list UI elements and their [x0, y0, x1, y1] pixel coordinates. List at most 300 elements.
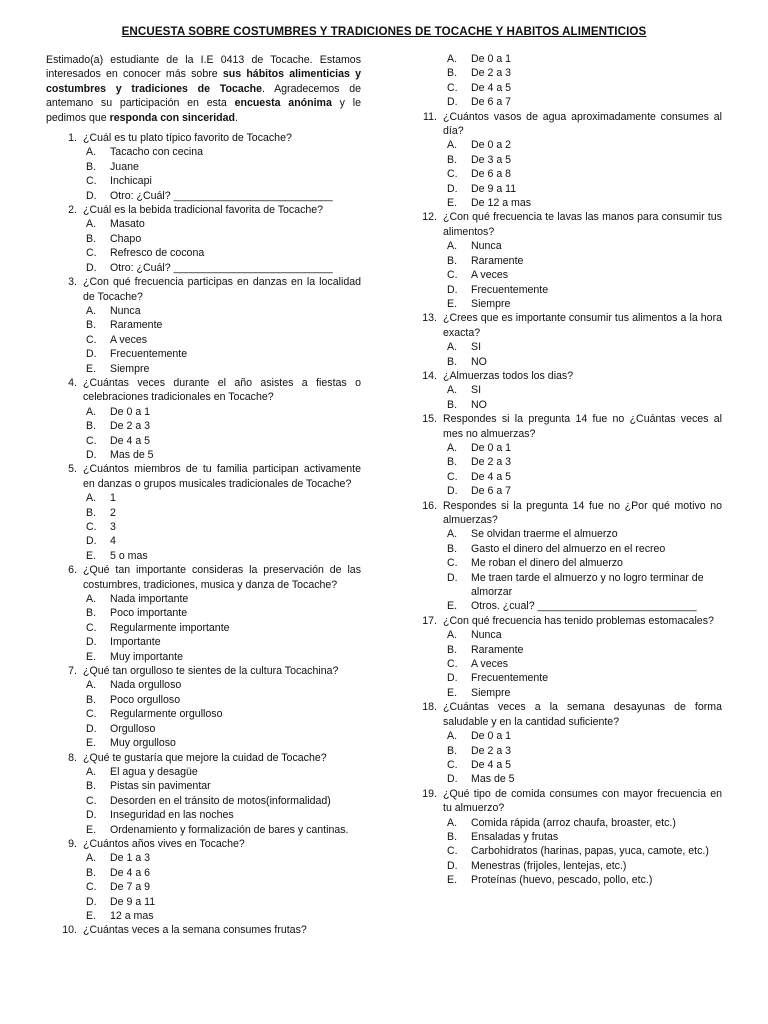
question-row: [46, 376, 361, 405]
question-list-left: [46, 131, 361, 938]
survey-question: [414, 700, 722, 786]
option-text: De 4 a 5: [110, 434, 151, 447]
question-row: [46, 462, 361, 491]
option-text: Desorden en el tránsito de motos(informalidad): [110, 794, 331, 807]
option-text: Pistas sin pavimentar: [110, 780, 211, 793]
option-text: De 6 a 7: [471, 96, 512, 109]
survey-question: [46, 923, 361, 937]
question-row: [46, 751, 361, 765]
option-letter: B.: [86, 319, 97, 332]
intro-text: y le pedimos que: [46, 97, 362, 124]
option-text: 2: [110, 506, 116, 519]
question-text: ¿Cuántas veces a la semana consumes frutas?: [83, 924, 307, 937]
answer-option: [414, 441, 722, 455]
question-text: ¿Cuántas veces a la semana desayunas de forma saludable y en la cantidad suficiente?: [443, 701, 722, 728]
option-letter: D.: [86, 189, 97, 202]
option-letter: C.: [447, 168, 458, 181]
option-letter: A.: [447, 629, 458, 642]
survey-question: [414, 311, 722, 369]
option-letter: A.: [447, 139, 458, 152]
answer-option: [46, 592, 361, 606]
option-letter: A.: [447, 384, 458, 397]
answer-option: [414, 167, 722, 181]
option-text: Frecuentemente: [471, 283, 549, 296]
option-text: 5 o mas: [110, 549, 148, 562]
option-text: SI: [471, 341, 482, 354]
answer-option: [46, 866, 361, 880]
answer-option: [46, 261, 361, 275]
answer-option: [46, 736, 361, 750]
option-text: Poco importante: [110, 607, 188, 620]
survey-question: [414, 210, 722, 311]
question-text: ¿Cuántos vasos de agua aproximadamente consumes al día?: [443, 110, 722, 138]
option-text: Raramente: [471, 643, 524, 656]
option-letter: D.: [447, 96, 458, 109]
option-text: Masato: [110, 218, 145, 231]
option-letter: D.: [447, 283, 458, 296]
answer-option: [414, 873, 722, 887]
option-letter: D.: [86, 636, 97, 649]
option-letter: C.: [447, 658, 458, 671]
question-number: 1.: [68, 132, 77, 145]
option-letter: C.: [86, 247, 97, 260]
option-letter: B.: [447, 643, 458, 656]
question-number: 12.: [422, 211, 437, 224]
option-letter: D.: [86, 895, 97, 908]
option-letter: B.: [447, 254, 458, 267]
option-letter: D.: [447, 571, 458, 584]
intro-text: .: [235, 111, 238, 124]
question-row: [46, 837, 361, 851]
option-text: Orgulloso: [110, 722, 156, 735]
option-text: De 3 a 5: [471, 153, 512, 166]
option-text: De 9 a 11: [110, 895, 156, 908]
question-10-options-continued: [414, 52, 722, 110]
answer-option: [414, 398, 722, 412]
question-row: [46, 203, 361, 217]
question-text: ¿Qué tan importante consideras la preservación de las costumbres, tradiciones, musica y danza de Tocache?: [83, 564, 361, 591]
option-letter: B.: [86, 232, 97, 245]
question-row: [46, 275, 361, 304]
option-letter: E.: [86, 823, 97, 836]
option-text: El agua y desagüe: [110, 765, 198, 778]
question-text: Respondes si la pregunta 14 fue no ¿Por qué motivo no almuerzas?: [443, 499, 722, 526]
answer-option: [46, 246, 361, 260]
answer-option: [46, 217, 361, 231]
answer-option: [414, 542, 722, 556]
option-letter: B.: [447, 456, 458, 469]
option-letter: A.: [86, 593, 97, 606]
option-letter: C.: [447, 269, 458, 282]
answer-option: [46, 722, 361, 736]
option-text: De 2 a 3: [471, 744, 512, 757]
answer-option: [414, 196, 722, 210]
question-text: ¿Con qué frecuencia has tenido problemas estomacales?: [443, 614, 714, 627]
option-letter: D.: [86, 809, 97, 822]
option-text: 12 a mas: [110, 909, 154, 922]
survey-question: [414, 614, 722, 700]
option-text: Muy importante: [110, 650, 184, 663]
answer-option: [414, 772, 722, 786]
option-text: Nunca: [471, 240, 502, 253]
question-number: 3.: [68, 276, 77, 289]
question-row: [414, 412, 722, 441]
question-text: ¿Con qué frecuencia participas en danzas en la localidad de Tocache?: [83, 276, 361, 303]
answer-option: [414, 816, 722, 830]
survey-question: [414, 499, 722, 614]
option-letter: A.: [447, 528, 458, 541]
option-letter: D.: [447, 182, 458, 195]
option-text: Nada orgulloso: [110, 679, 182, 692]
answer-option: [46, 707, 361, 721]
option-letter: A.: [86, 146, 97, 159]
option-letter: E.: [447, 686, 458, 699]
option-letter: A.: [447, 53, 458, 65]
option-letter: B.: [86, 693, 97, 706]
option-text: Ordenamiento y formalización de bares y cantinas.: [110, 823, 349, 836]
option-text: Inseguridad en las noches: [110, 809, 234, 822]
option-letter: D.: [447, 773, 458, 786]
option-text: De 12 a mas: [471, 197, 532, 210]
question-text: ¿Cuántos años vives en Tocache?: [83, 837, 245, 850]
answer-option: [46, 851, 361, 865]
intro-paragraph: [46, 53, 361, 125]
answer-option: [414, 859, 722, 873]
option-text: Siempre: [471, 297, 511, 310]
option-text: Comida rápida (arroz chaufa, broaster, etc.): [471, 816, 676, 829]
option-letter: C.: [86, 708, 97, 721]
option-letter: B.: [86, 160, 97, 173]
option-letter: E.: [86, 362, 97, 375]
intro-bold: sus hábitos alimenticias y costumbres y tradiciones de Tocache: [46, 68, 361, 95]
question-number: 11.: [423, 110, 437, 123]
answer-option: [414, 95, 722, 109]
question-number: 17.: [422, 614, 437, 627]
question-row: [414, 700, 722, 729]
option-letter: C.: [447, 758, 458, 771]
option-letter: A.: [447, 730, 458, 743]
answer-option: [46, 621, 361, 635]
option-letter: B.: [86, 506, 97, 519]
option-letter: B.: [447, 355, 458, 368]
answer-option: [414, 340, 722, 354]
option-text: Muy orgulloso: [110, 737, 176, 750]
option-text: De 0 a 1: [471, 730, 512, 743]
option-letter: C.: [447, 470, 458, 483]
option-letter: C.: [86, 794, 97, 807]
question-row: [414, 614, 722, 628]
answer-option: [414, 571, 722, 600]
answer-option: [414, 830, 722, 844]
option-letter: E.: [447, 297, 458, 310]
option-text: Mas de 5: [471, 773, 515, 786]
option-text: Raramente: [110, 319, 163, 332]
intro-bold: responda con sinceridad: [109, 111, 236, 124]
answer-option: [46, 232, 361, 246]
answer-option: [46, 909, 361, 923]
option-letter: A.: [86, 852, 97, 865]
option-text: A veces: [110, 333, 148, 346]
answer-option: [414, 52, 722, 66]
question-row: [414, 499, 722, 528]
question-row: [414, 110, 722, 139]
option-letter: C.: [86, 521, 97, 533]
option-text: De 2 a 3: [471, 67, 512, 80]
option-letter: E.: [86, 909, 97, 922]
answer-option: [414, 470, 722, 484]
survey-question: [414, 369, 722, 412]
answer-option: [46, 779, 361, 793]
question-row: [46, 923, 361, 937]
question-number: 15.: [422, 413, 437, 426]
option-letter: A.: [86, 405, 97, 418]
answer-option: [414, 686, 722, 700]
question-number: 19.: [422, 787, 437, 800]
option-text: Me roban el dinero del almuerzo: [471, 557, 623, 570]
option-text: Siempre: [110, 362, 150, 375]
answer-option: [46, 808, 361, 822]
answer-option: [414, 355, 722, 369]
option-letter: E.: [86, 737, 97, 750]
question-number: 18.: [422, 701, 437, 714]
option-letter: A.: [447, 441, 458, 454]
survey-question: [46, 837, 361, 923]
answer-option: [46, 448, 361, 462]
option-letter: C.: [86, 621, 97, 634]
answer-option: [46, 650, 361, 664]
survey-question: [46, 751, 361, 837]
option-letter: D.: [86, 535, 97, 548]
question-number: 4.: [68, 376, 77, 389]
left-column: [46, 53, 361, 938]
option-letter: C.: [447, 557, 458, 570]
survey-question: [414, 110, 722, 211]
survey-question: [46, 563, 361, 664]
question-number: 7.: [68, 665, 77, 678]
question-text: ¿Crees que es importante consumir tus alimentos a la hora exacta?: [443, 312, 722, 339]
answer-option: [414, 268, 722, 282]
option-text: Otro: ¿Cuál? ___________________________: [110, 189, 333, 202]
option-letter: E.: [86, 650, 97, 663]
answer-option: [46, 895, 361, 909]
option-letter: B.: [447, 153, 458, 166]
option-text: Regularmente importante: [110, 621, 230, 634]
option-text: De 7 a 9: [110, 881, 151, 894]
answer-option: [46, 318, 361, 332]
option-text: Se olvidan traerme el almuerzo: [471, 528, 618, 541]
question-number: 8.: [68, 751, 77, 764]
option-text: Me traen tarde el almuerzo y no logro terminar de almorzar: [471, 571, 704, 599]
answer-option: [46, 765, 361, 779]
answer-option: [414, 297, 722, 311]
survey-question: [46, 131, 361, 203]
question-row: [414, 311, 722, 340]
answer-option: [46, 823, 361, 837]
option-text: Juane: [110, 160, 139, 173]
option-letter: B.: [447, 744, 458, 757]
answer-option: [414, 254, 722, 268]
survey-question: [46, 275, 361, 376]
survey-question: [414, 412, 722, 498]
option-text: NO: [471, 398, 487, 411]
option-text: De 2 a 3: [110, 420, 151, 433]
question-number: 13.: [422, 312, 437, 325]
question-list-right: [414, 110, 722, 888]
option-letter: E.: [447, 197, 458, 210]
option-text: Raramente: [471, 254, 524, 267]
answer-option: [46, 520, 361, 534]
option-letter: D.: [447, 485, 458, 498]
option-letter: D.: [447, 859, 458, 872]
question-text: ¿Qué tipo de comida consumes con mayor frecuencia en tu almuerzo?: [443, 787, 722, 815]
question-row: [46, 131, 361, 145]
question-number: 10.: [62, 924, 77, 937]
question-row: [414, 787, 722, 816]
option-text: NO: [471, 355, 487, 368]
option-letter: B.: [447, 398, 458, 411]
survey-question: [414, 787, 722, 888]
question-text: ¿Cuántos miembros de tu familia participan activamente en danzas o grupos musicales tradicionales de Tocache?: [83, 463, 361, 490]
option-letter: A.: [447, 341, 458, 354]
option-text: De 4 a 5: [471, 758, 512, 771]
answer-option: [414, 599, 722, 613]
option-text: Regularmente orgulloso: [110, 708, 223, 721]
option-text: Menestras (frijoles, lentejas, etc.): [471, 859, 627, 872]
answer-option: [46, 534, 361, 548]
option-text: De 4 a 5: [471, 470, 512, 483]
option-letter: A.: [86, 765, 97, 778]
answer-option: [46, 174, 361, 188]
option-text: Tacacho con cecina: [110, 146, 204, 159]
option-letter: C.: [447, 845, 458, 858]
answer-option: [46, 304, 361, 318]
intro-bold: encuesta anónima: [234, 97, 332, 110]
answer-option: [414, 383, 722, 397]
answer-option: [46, 693, 361, 707]
answer-option: [46, 506, 361, 520]
answer-option: [414, 556, 722, 570]
option-letter: D.: [86, 348, 97, 361]
answer-option: [46, 189, 361, 203]
question-text: ¿Cuál es la bebida tradicional favorita de Tocache?: [83, 204, 324, 217]
option-letter: A.: [86, 304, 97, 317]
option-text: De 2 a 3: [471, 456, 512, 469]
survey-title: ENCUESTA SOBRE COSTUMBRES Y TRADICIONES DE TOCACHE Y HABITOS ALIMENTICIOS: [121, 25, 647, 38]
option-text: 1: [110, 492, 116, 505]
answer-option: [46, 419, 361, 433]
answer-option: [414, 283, 722, 297]
option-text: Frecuentemente: [110, 348, 188, 361]
option-letter: A.: [86, 218, 97, 231]
option-letter: A.: [86, 679, 97, 692]
survey-question: [46, 376, 361, 462]
answer-option: [46, 549, 361, 563]
option-text: De 0 a 2: [471, 139, 512, 152]
answer-option: [414, 182, 722, 196]
option-text: Importante: [110, 636, 161, 649]
option-letter: D.: [86, 722, 97, 735]
option-text: 3: [110, 521, 116, 533]
option-letter: B.: [447, 67, 458, 80]
intro-text: . Agradecemos de antemano su participación en esta: [46, 82, 361, 110]
option-letter: B.: [447, 830, 458, 843]
option-text: Otro: ¿Cuál? ___________________________: [110, 261, 333, 274]
option-text: De 0 a 1: [110, 405, 151, 418]
answer-option: [46, 405, 361, 419]
option-letter: B.: [447, 542, 458, 555]
option-letter: B.: [86, 420, 97, 433]
answer-option: [46, 794, 361, 808]
option-text: A veces: [471, 658, 509, 671]
question-number: 6.: [68, 564, 77, 577]
option-text: A veces: [471, 269, 509, 282]
answer-option: [46, 491, 361, 505]
answer-option: [46, 362, 361, 376]
answer-option: [414, 657, 722, 671]
option-letter: E.: [447, 874, 458, 887]
answer-option: [46, 880, 361, 894]
answer-option: [46, 333, 361, 347]
option-text: Chapo: [110, 232, 142, 245]
answer-option: [414, 484, 722, 498]
option-letter: A.: [447, 816, 458, 829]
option-text: De 6 a 7: [471, 485, 512, 498]
option-letter: E.: [86, 549, 97, 562]
question-number: 16.: [422, 499, 437, 512]
answer-option: [414, 744, 722, 758]
answer-option: [414, 758, 722, 772]
answer-option: [46, 160, 361, 174]
question-text: ¿Almuerzas todos los dias?: [443, 369, 574, 382]
answer-option: [414, 81, 722, 95]
answer-option: [46, 347, 361, 361]
option-text: Poco orgulloso: [110, 693, 181, 706]
question-text: ¿Cuántas veces durante el año asistes a fiestas o celebraciones tradicionales en Tocache?: [83, 376, 361, 404]
question-text: ¿Qué tan orgulloso te sientes de la cultura Tocachina?: [83, 665, 339, 678]
option-text: De 1 a 3: [110, 852, 151, 865]
answer-option: [414, 153, 722, 167]
answer-option: [414, 844, 722, 858]
question-row: [46, 563, 361, 592]
option-text: Nada importante: [110, 593, 189, 606]
option-text: De 0 a 1: [471, 441, 512, 454]
option-letter: D.: [86, 261, 97, 274]
survey-question: [46, 203, 361, 275]
option-text: Inchicapi: [110, 175, 152, 188]
option-text: 4: [110, 535, 116, 548]
question-row: [46, 664, 361, 678]
answer-option: [46, 145, 361, 159]
option-text: Frecuentemente: [471, 672, 549, 685]
option-letter: C.: [86, 434, 97, 447]
option-text: Nunca: [110, 304, 141, 317]
question-number: 14.: [422, 369, 437, 382]
option-letter: C.: [86, 333, 97, 346]
option-letter: C.: [86, 881, 97, 894]
question-text: Respondes si la pregunta 14 fue no ¿Cuántas veces al mes no almuerzas?: [443, 413, 722, 440]
answer-option: [46, 606, 361, 620]
option-letter: B.: [86, 866, 97, 879]
option-letter: D.: [447, 672, 458, 685]
answer-option: [414, 455, 722, 469]
answer-option: [414, 66, 722, 80]
survey-question: [46, 664, 361, 750]
survey-question: [46, 462, 361, 563]
option-letter: B.: [86, 780, 97, 793]
option-letter: C.: [86, 175, 97, 188]
option-text: De 0 a 1: [471, 53, 512, 65]
question-row: [414, 210, 722, 239]
